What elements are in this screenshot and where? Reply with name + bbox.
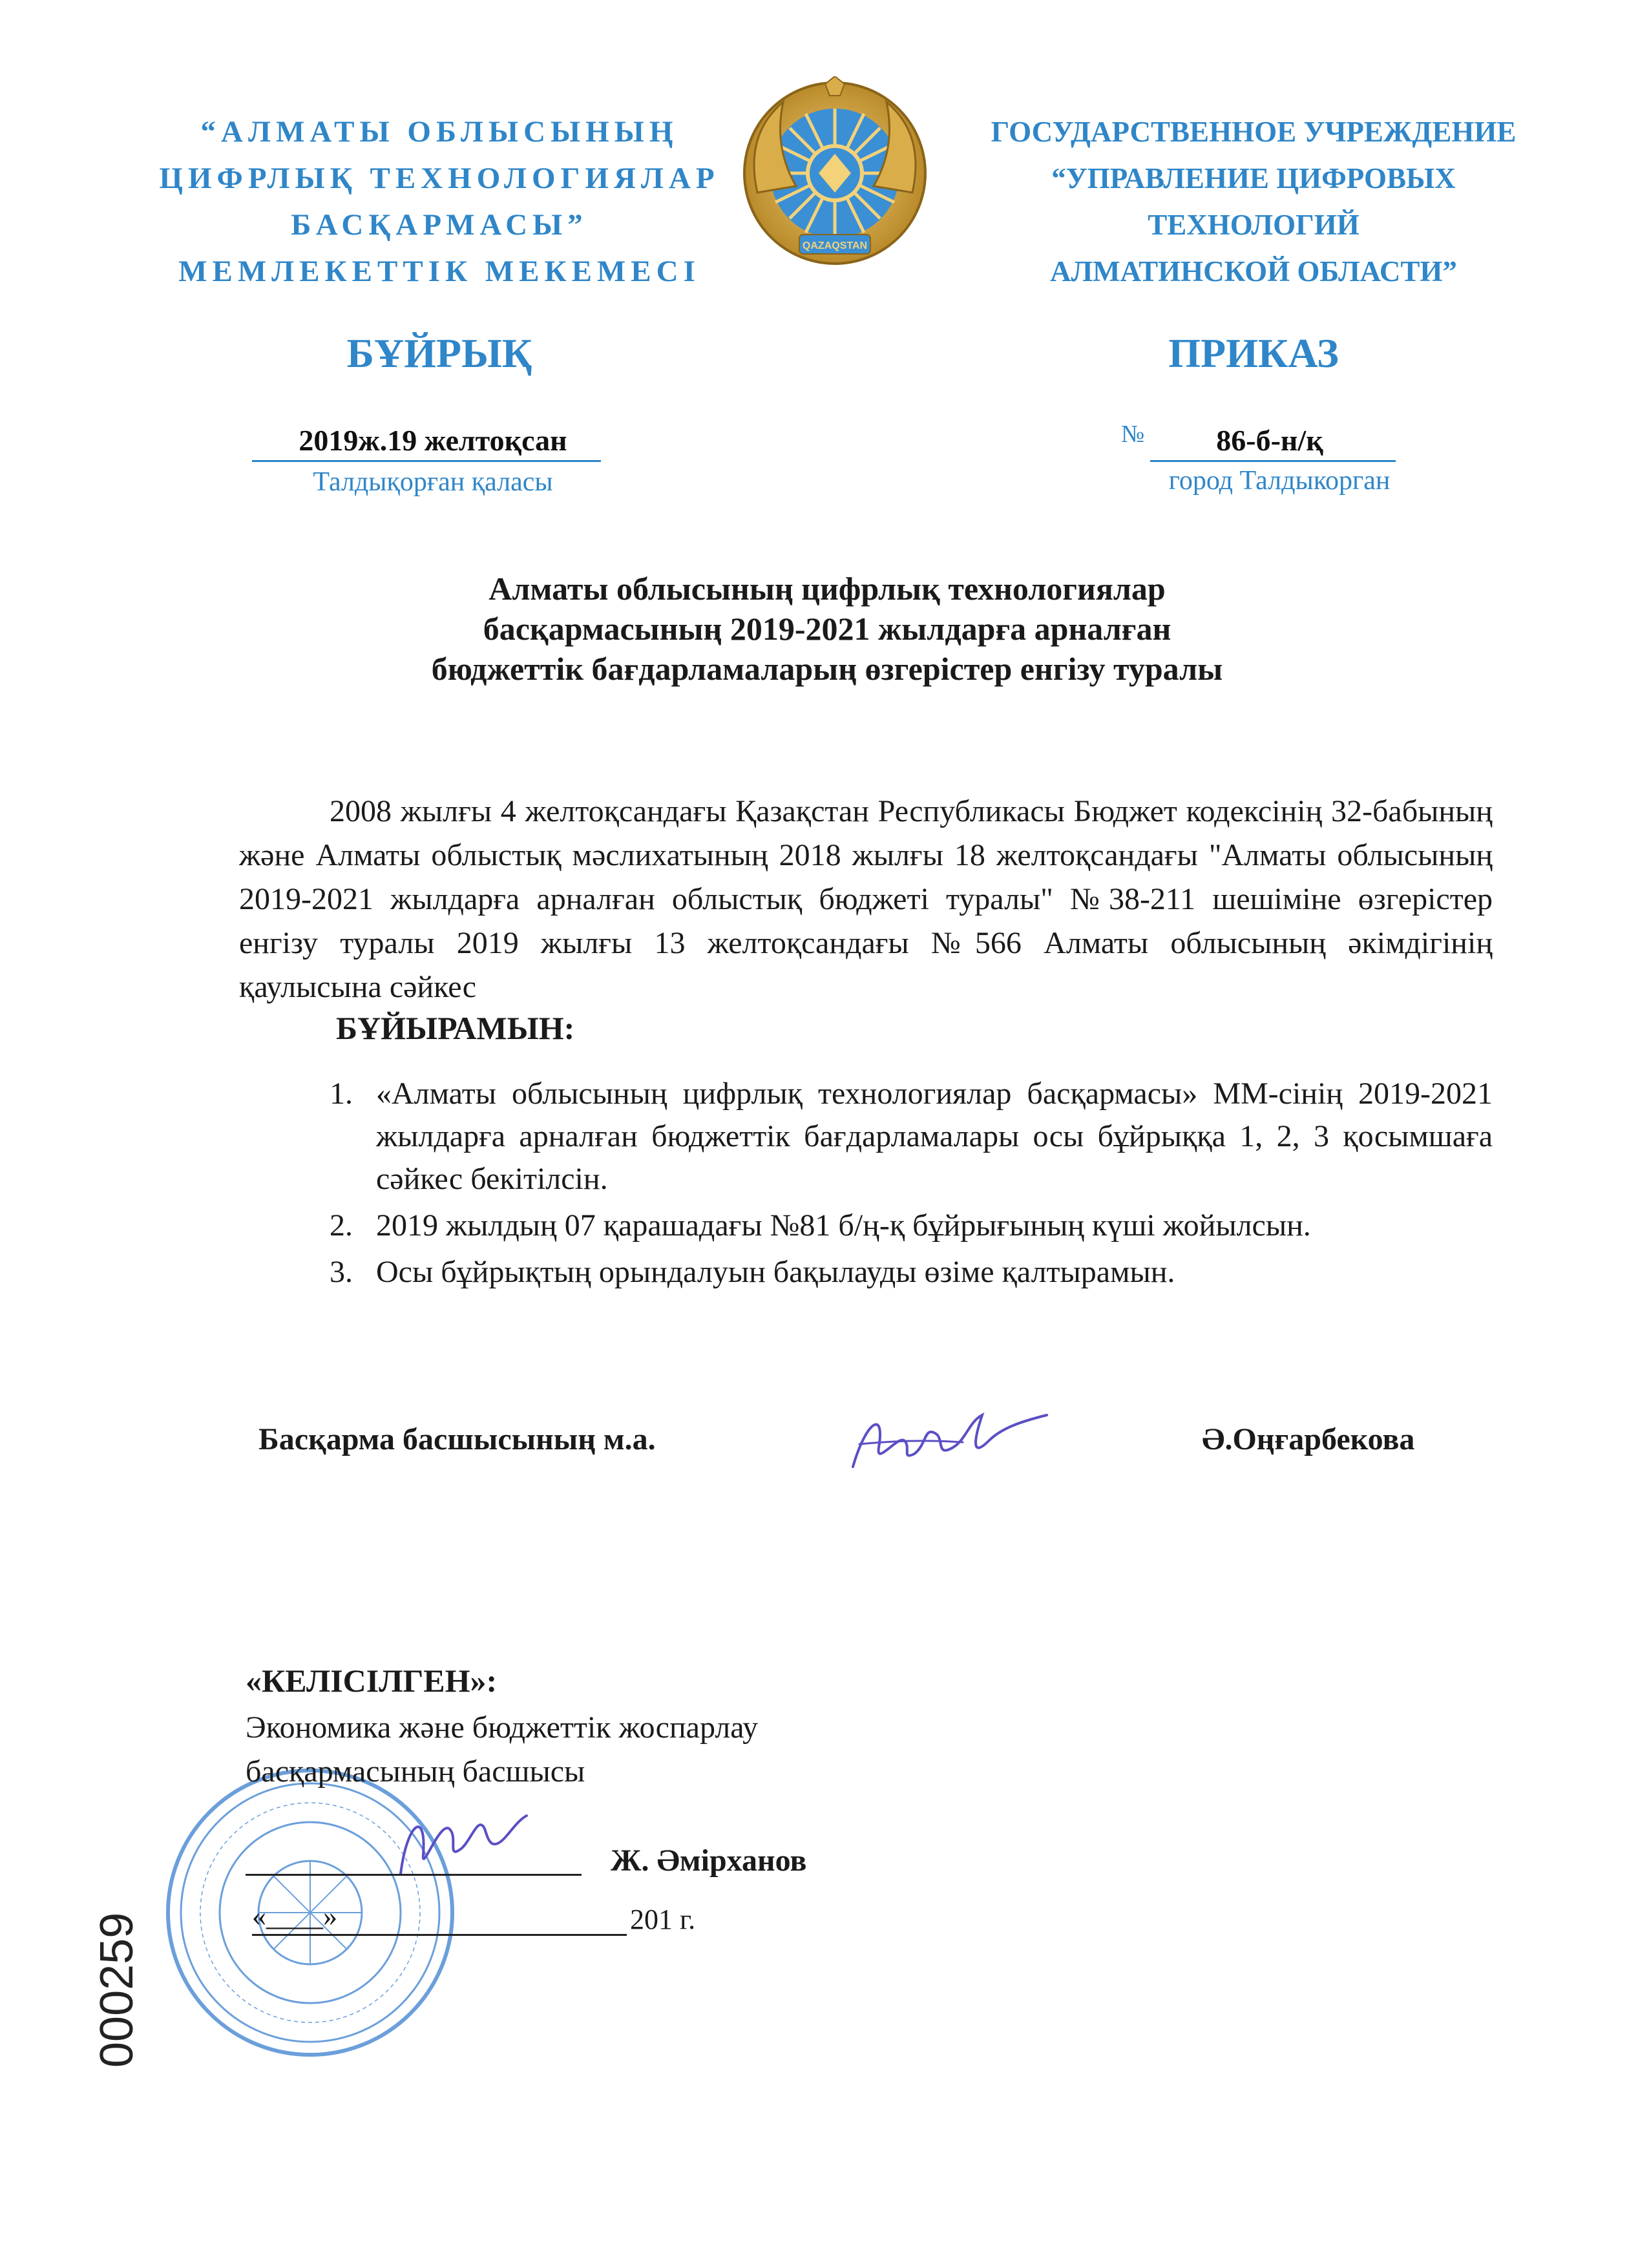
agreed-label: «КЕЛІСІЛГЕН»:: [246, 1663, 498, 1699]
header-kz: [155, 109, 724, 295]
agreed-role-line-1: Экономика және бюджеттік жоспарлау: [246, 1710, 759, 1745]
header-ru-line-4: АЛМАТИНСКОЙ ОБЛАСТИ”: [1050, 255, 1457, 288]
order-title-kz: БҰЙРЫҚ: [346, 330, 532, 376]
city-ru: город Талдыкорган: [1168, 466, 1391, 496]
header-kz-line-1: “АЛМАТЫ ОБЛЫСЫНЫҢ: [200, 115, 678, 149]
list-item: [330, 1251, 1493, 1294]
signature-icon: [840, 1396, 1053, 1486]
list-item-text: «Алматы облысының цифрлық технологиялар басқармасы» ММ-сінің 2019-2021 жылдарға арналған бюджеттік бағдарламалары осы бұйрыққа 1, 2, 3 қосымшаға сәйкес бекітілсін.: [376, 1076, 1493, 1196]
order-date: 2019ж.19 желтоқсан: [299, 424, 567, 457]
number-underline: [1150, 460, 1396, 462]
signer-name: Ә.Оңғарбекова: [1202, 1422, 1415, 1456]
header-kz-line-4: МЕМЛЕКЕТТІК МЕКЕМЕСІ: [178, 255, 700, 288]
signer-role: Басқарма басшысының м.а.: [258, 1422, 656, 1456]
list-item-text: 2019 жылдың 07 қарашадағы №81 б/ң-қ бұйрығының күші жойылсын.: [376, 1208, 1311, 1243]
list-item-number: 2.: [330, 1208, 353, 1243]
document-title-line-1: Алматы облысының цифрлық технологиялар: [488, 571, 1166, 607]
agreed-role-line-2: басқармасының басшысы: [246, 1754, 585, 1789]
state-emblem: [738, 76, 932, 270]
emblem-label: QAZAQSTAN: [802, 240, 868, 251]
header-ru-line-2: “УПРАВЛЕНИЕ ЦИФРОВЫХ: [1051, 162, 1456, 194]
document-title-line-2: басқармасының 2019-2021 жылдарға арналған: [483, 611, 1171, 647]
header-kz-line-2: ЦИФРЛЫҚ ТЕХНОЛОГИЯЛАР: [159, 162, 720, 195]
emblem-icon: [738, 76, 932, 270]
date-blank: «____»: [252, 1900, 337, 1932]
list-item-text: Осы бұйрықтың орындалуын бақылауды өзіме қалтырамын.: [376, 1255, 1175, 1289]
list-item-number: 1.: [330, 1076, 353, 1111]
agreed-role: [246, 1706, 956, 1794]
list-item-number: 3.: [330, 1255, 353, 1289]
header-ru-line-3: ТЕХНОЛОГИЙ: [1148, 209, 1360, 241]
date-blank-line: [252, 1934, 627, 1936]
date-underline: [252, 460, 601, 462]
decree-word: БҰЙЫРАМЫН:: [336, 1010, 575, 1046]
header-ru: [969, 109, 1538, 295]
header-ru-line-1: ГОСУДАРСТВЕННОЕ УЧРЕЖДЕНИЕ: [991, 116, 1517, 148]
number-sign: №: [1121, 421, 1145, 448]
order-number: 86-б-н/қ: [1216, 424, 1323, 457]
city-kz: Талдықорған қаласы: [313, 467, 553, 497]
handwritten-signature: [840, 1396, 1053, 1486]
signature-icon: [388, 1796, 530, 1887]
list-item: [330, 1073, 1493, 1201]
serial-number: 000259: [91, 1912, 143, 2068]
agreed-name: Ж. Әмірханов: [611, 1843, 807, 1878]
document-title: [271, 569, 1383, 689]
date-year: 201 г.: [630, 1904, 696, 1935]
preamble-paragraph: 2008 жылғы 4 желтоқсандағы Қазақстан Республикасы Бюджет кодексінің 32-бабының және Алматы облыстық мәслихатының 2018 жылғы 18 желтоқсандағы "Алматы облысының 2019-2021 жылдарға арналған облыстық бюджеті туралы" №38-211 шешіміне өзгерістер енгізу туралы 2019 жылғы 13 желтоқсандағы №566 Алматы облысының әкімдігінің қаулысына сәйкес: [239, 794, 1493, 1004]
header-kz-line-3: БАСҚАРМАСЫ”: [291, 208, 588, 242]
agreed-signature-line: [246, 1874, 582, 1876]
list-item: [330, 1204, 1493, 1247]
order-items: [330, 1073, 1493, 1297]
order-title-ru: ПРИКАЗ: [1168, 330, 1339, 376]
handwritten-signature-2: [388, 1796, 530, 1887]
document-title-line-3: бюджеттік бағдарламаларың өзгерістер енгізу туралы: [431, 651, 1223, 687]
